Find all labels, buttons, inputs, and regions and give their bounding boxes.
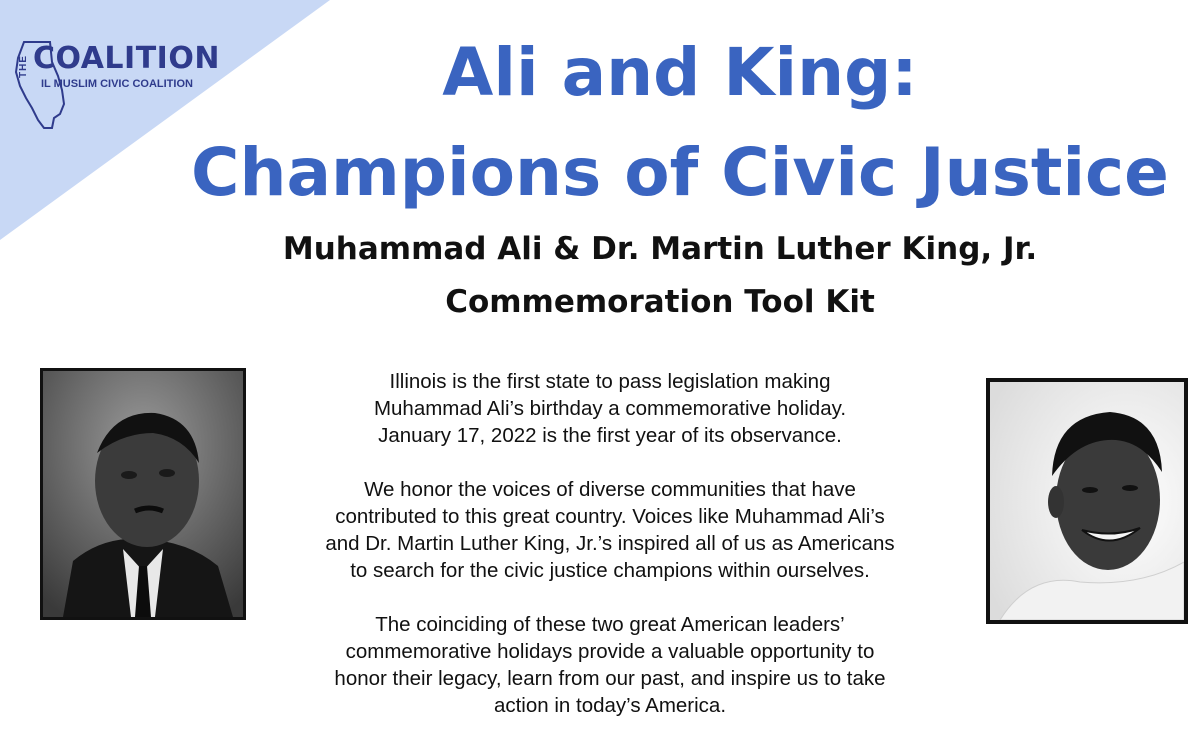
logo-the-text: THE [18,55,29,78]
paragraph-3-line-3: honor their legacy, learn from our past, and inspire us to take [334,667,886,690]
paragraph-2-line-1: We honor the voices of diverse communities that have [364,478,856,501]
paragraph-1 [262,368,958,449]
mlk-portrait-photo [40,368,246,620]
paragraph-3-line-2: commemorative holidays provide a valuable opportunity to [345,640,875,663]
body-text [262,368,958,746]
paragraph-2-line-4: to search for the civic justice champions within ourselves. [350,559,870,582]
logo-subtitle: IL MUSLIM CIVIC COALITION [41,78,193,90]
paragraph-2-line-3: and Dr. Martin Luther King, Jr.’s inspired all of us as Americans [325,532,895,555]
subtitle-line-1: Muhammad Ali & Dr. Martin Luther King, Jr. [282,231,1038,267]
logo-name: COALITION [33,41,220,76]
paragraph-1-line-1: Illinois is the first state to pass legislation making [389,370,831,393]
paragraph-2-line-2: contributed to this great country. Voices like Muhammad Ali’s [335,505,885,528]
paragraph-1-line-2: Muhammad Ali’s birthday a commemorative holiday. [373,397,847,420]
subtitle-line-2: Commemoration Tool Kit [445,284,875,320]
paragraph-3-line-4: action in today’s America. [493,694,727,717]
page-title-line-2: Champions of Civic Justice [191,134,1169,211]
paragraph-3-line-1: The coinciding of these two great American leaders’ [375,613,845,636]
page-title-line-1: Ali and King: [442,34,918,111]
paragraph-2 [262,476,958,584]
paragraph-3 [262,611,958,719]
paragraph-1-line-3: January 17, 2022 is the first year of its observance. [378,424,842,447]
ali-portrait-photo [986,378,1188,624]
